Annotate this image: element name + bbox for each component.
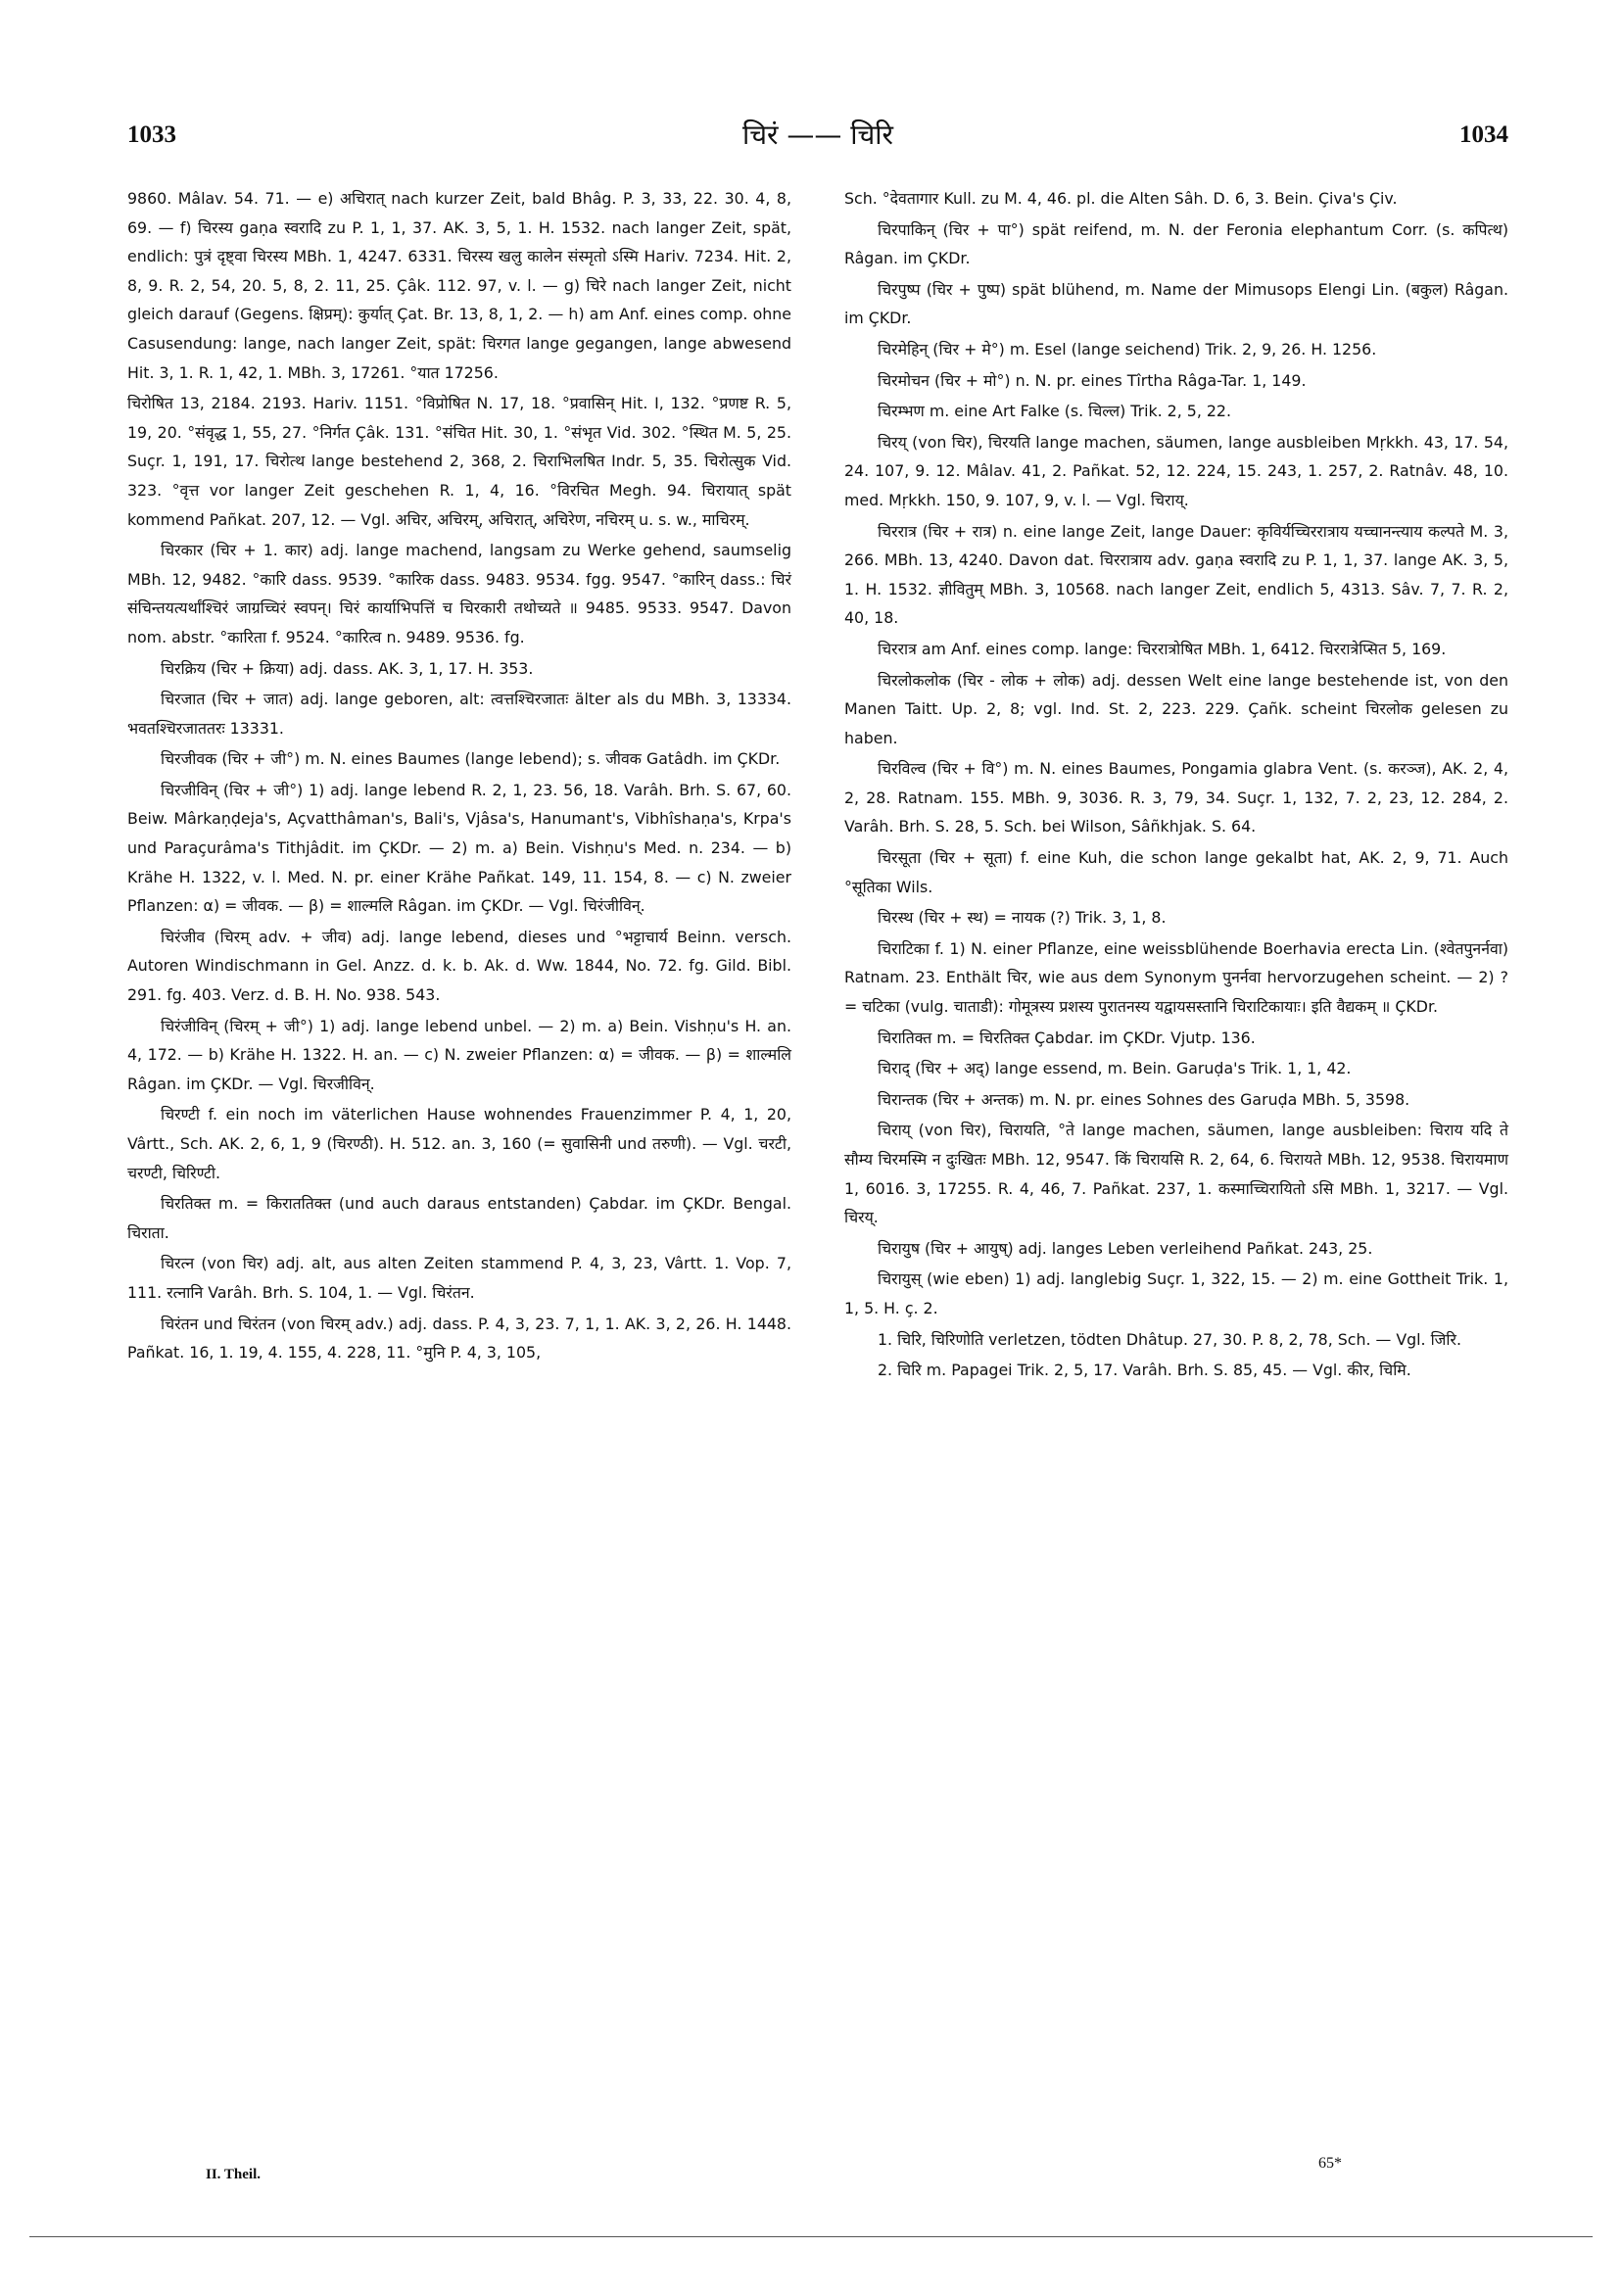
dictionary-entry: चिरोषित 13, 2184. 2193. Hariv. 1151. °विप्रोषित N. 17, 18. °प्रवासिन् Hit. I, 132. °प्रणष्ट R. 5, 19, 20. °संवृद्ध 1, 55, 27. °निर्गत Çâk. 131. °संचित Hit. 30, 1. °संभृत Vid. 302. °स्थित M. 5, 25. Suçr. 1, 191, 17. चिरोत्थ lange bestehend 2, 368, 2. चिराभिलषित Indr. 5, 35. चिरोत्सुक Vid. 323. °वृत्त vor langer Zeit geschehen R. 1, 4, 16. °विरचित Megh. 94. चिरायात् spät kommend Pañkat. 207, 12. — Vgl. अचिर, अचिरम्, अचिरात्, अचिरेण, नचिरम् u. s. w., माचिरम्. — [127, 394, 791, 529]
dictionary-entry: चिराय् (von चिर), चिरायति, °ते lange machen, säumen, lange ausbleiben: चिराय यदि ते सौम्य चिरमस्मि न दुःखितः MBh. 12, 9547. किं चिरायसि R. 2, 64, 6. चिरायते MBh. 12, 9538. चिरायमाण 1, 6016. 3, 17255. R. 4, 46, 7. Pañkat. 237, 1. कस्माच्चिरायितो ऽसि MBh. 1, 3217. — Vgl. चिरय्. — [844, 1121, 1508, 1227]
dictionary-entry: चिरसूता (चिर + सूता) f. eine Kuh, die schon lange gekalbt hat, AK. 2, 9, 71. Auch °सूतिका Wils. — [844, 848, 1508, 896]
dictionary-entry: चिरस्थ (चिर + स्थ) = नायक (?) Trik. 3, 1, 8. — [878, 908, 1167, 928]
dictionary-entry: चिररात्र (चिर + रात्र) n. eine lange Zeit, lange Dauer: कृविर्यच्चिररात्राय यच्चानन्त्याय कल्पते M. 3, 266. MBh. 13, 4240. Davon dat. चिररात्राय adv. gaṇa स्वरादि zu P. 1, 1, 37. lange AK. 3, 5, 1. H. 1532. ज्ञीवितुम् MBh. 3, 10568. nach langer Zeit, endlich 5, 4313. Sâv. 7, 7. R. 2, 40, 18. — [844, 521, 1508, 628]
volume-note: II. Theil. — [206, 2167, 261, 2182]
dictionary-entry: चिरायुष (चिर + आयुष्) adj. langes Leben verleihend Pañkat. 243, 25. — [878, 1238, 1373, 1258]
page-number-right: 1034 — [1459, 121, 1508, 148]
dictionary-entry: चिरपुष्प (चिर + पुष्प) spät blühend, m. Name der Mimusops Elengi Lin. (बकुल) Râgan. im ÇKDr. — [844, 279, 1508, 328]
dictionary-entry: 9860. Mâlav. 54. 71. — e) अचिरात् nach kurzer Zeit, bald Bhâg. P. 3, 33, 22. 30. 4, 8, 69. — f) चिरस्य gaṇa स्वरादि zu P. 1, 1, 37. AK. 3, 5, 1. H. 1532. nach langer Zeit, spät, endlich: पुत्रं दृष्ट्वा चिरस्य MBh. 1, 4247. 6331. चिरस्य खलु कालेन संस्मृतो ऽस्मि Hariv. 7234. Hit. 2, 8, 9. R. 2, 54, 20. 5, 8, 2. 11, 25. Çâk. 112. 97, v. l. — g) चिरे nach langer Zeit, nicht gleich darauf (Gegens. क्षिप्रम्): कुर्यात् Çat. Br. 13, 8, 1, 2. — h) am Anf. eines comp. ohne Casusendung: lange, nach langer Zeit, spät: चिरगत lange gegangen, lange abwesend Hit. 3, 1. R. 1, 42, 1. MBh. 3, 17261. °यात 17256. — [127, 189, 791, 382]
dictionary-entry: चिरविल्व (चिर + वि°) m. N. eines Baumes, Pongamia glabra Vent. (s. करञ्ज), AK. 2, 4, 2, 28. Ratnam. 155. MBh. 9, 3036. R. 3, 79, 34. Suçr. 1, 132, 7. 2, 23, 12. 284, 2. Varâh. Brh. S. 28, 5. Sch. bei Wilson, Sâñkhjak. S. 64. — [844, 759, 1508, 837]
dictionary-entry: चिराद् (चिर + अद्) lange essend, m. Bein. Garuḍa's Trik. 1, 1, 42. — [878, 1059, 1352, 1078]
dictionary-entry: चिरजात (चिर + जात) adj. lange geboren, alt: त्वत्तश्चिरजातः älter als du MBh. 3, 13334. भवतश्चिरजाततरः 13331. — [127, 690, 791, 738]
running-title: चिरं —— चिरि — [741, 119, 894, 151]
dictionary-entry: चिरंजीव (चिरम् adv. + जीव) adj. lange lebend, dieses und °भट्टाचार्य Beinn. versch. Autoren Windischmann in Gel. Anzz. d. k. b. Ak. d. Ww. 1844, No. 72. fg. Gild. Bibl. 291. fg. 403. Verz. d. B. H. No. 938. 543. — [127, 927, 791, 1005]
dictionary-entry: चिरम्भण m. eine Art Falke (s. चिल्ल) Trik. 2, 5, 22. — [878, 402, 1231, 421]
dictionary-entry: 1. चिरि, चिरिणोति verletzen, tödten Dhâtup. 27, 30. P. 8, 2, 78, Sch. — Vgl. जिरि. — [878, 1329, 1461, 1349]
dictionary-entry: चिरय् (von चिर), चिरयति lange machen, säumen, lange ausbleiben Mṛkkh. 43, 17. 54, 24. 107, 9. 12. Mâlav. 41, 2. Pañkat. 52, 12. 224, 15. 243, 1. 257, 2. Ratnâv. 48, 10. med. Mṛkkh. 150, 9. 107, 9, v. l. — Vgl. चिराय्. — [844, 432, 1508, 509]
dictionary-entry: चिराटिका f. 1) N. einer Pflanze, eine weissblühende Boerhavia erecta Lin. (श्वेतपुनर्नवा) Ratnam. 23. Enthält चिर, wie aus dem Synonym पुनर्नवा hervorzugehen scheint. — 2) ? = चटिका (vulg. चाताडी): गोमूत्रस्य प्रशस्य पुरातनस्य यद्वायसस्तानि चिराटिकायाः। इति वैद्यकम् ॥ ÇKDr. — [844, 938, 1508, 1017]
page-number-left: 1033 — [127, 121, 176, 148]
dictionary-entry: चिरण्टी f. ein noch im väterlichen Hause wohnendes Frauenzimmer P. 4, 1, 20, Vârtt., Sch. AK. 2, 6, 1, 9 (चिरण्ठी). H. 512. an. 3, 160 (= सुवासिनी und तरुणी). — Vgl. चरटी, चरण्टी, चिरिण्टी. — [127, 1105, 791, 1182]
dictionary-entry: चिरायुस् (wie eben) 1) adj. langlebig Suçr. 1, 322, 15. — 2) m. eine Gottheit Trik. 1, 1, 5. H. ç. 2. — [844, 1269, 1508, 1317]
dictionary-entry: चिररात्र am Anf. eines comp. lange: चिररात्रोषित MBh. 1, 6412. चिररात्रेप्सित 5, 169. — [878, 639, 1447, 658]
dictionary-entry: चिरमेहिन् (चिर + मे°) m. Esel (lange seichend) Trik. 2, 9, 26. H. 1256. — [878, 339, 1377, 359]
dictionary-entry: चिरजीवक (चिर + जी°) m. N. eines Baumes (lange lebend); s. जीवक Gatâdh. im ÇKDr. — [161, 749, 781, 769]
dictionary-entry: चिरतिक्त m. = किराततिक्त (und auch daraus entstanden) Çabdar. im ÇKDr. Bengal. चिराता. — [127, 1194, 791, 1242]
dictionary-entry: चिरलोकलोक (चिर - लोक + लोक) adj. dessen Welt eine lange bestehende ist, von den Manen Taitt. Up. 2, 8; vgl. Ind. St. 2, 223. 229. Çañk. scheint चिरलोक gelesen zu haben. — [844, 670, 1508, 747]
left-column — [127, 184, 791, 1369]
dictionary-entry: 2. चिरि m. Papagei Trik. 2, 5, 17. Varâh. Brh. S. 85, 45. — Vgl. कीर, चिमि. — [878, 1361, 1411, 1380]
dictionary-entry: चिरत्न (von चिर) adj. alt, aus alten Zeiten stammend P. 4, 3, 23, Vârtt. 1. Vop. 7, 111. रत्नानि Varâh. Brh. S. 104, 1. — Vgl. चिरंतन. — [127, 1254, 791, 1302]
dictionary-entry: चिरक्रिय (चिर + क्रिया) adj. dass. AK. 3, 1, 17. H. 353. — [161, 658, 534, 678]
page-header — [127, 116, 1508, 165]
signature-mark: 65* — [1318, 2155, 1342, 2172]
dictionary-entry: Sch. °देवतागार Kull. zu M. 4, 46. pl. die Alten Sâh. D. 6, 3. Bein. Çiva's Çiv. — [844, 189, 1398, 208]
dictionary-entry: चिरंतन und चिरंतन (von चिरम् adv.) adj. dass. P. 4, 3, 23. 7, 1, 1. AK. 3, 2, 26. H. 1448. Pañkat. 16, 1. 19, 4. 155, 4. 228, 11. °मुनि P. 4, 3, 105, — [127, 1314, 791, 1363]
bottom-divider — [29, 2236, 1593, 2237]
dictionary-entry: चिरपाकिन् (चिर + पा°) spät reifend, m. N. der Feronia elephantum Corr. (s. कपित्थ) Râgan. im ÇKDr. — [844, 219, 1508, 268]
dictionary-entry: चिरान्तक (चिर + अन्तक) m. N. pr. eines Sohnes des Garuḍa MBh. 5, 3598. — [878, 1089, 1410, 1109]
dictionary-entry: चिरमोचन (चिर + मो°) n. N. pr. eines Tîrtha Râga-Tar. 1, 149. — [878, 370, 1307, 390]
dictionary-entry: चिरकार (चिर + 1. कार) adj. lange machend, langsam zu Werke gehend, saumselig MBh. 12, 9482. °कारि dass. 9539. °कारिक dass. 9483. 9534. fgg. 9547. °कारिन् dass.: चिरं संचिन्तयत्यर्थांश्चिरं जाग्रच्चिरं स्वपन्। चिरं कार्याभिपत्तिं च चिरकारी तथोच्यते ॥ 9485. 9533. 9547. Davon nom. abstr. °कारिता f. 9524. °कारित्व n. 9489. 9536. fg. — [127, 541, 791, 646]
dictionary-entry: चिरातिक्त m. = चिरतिक्त Çabdar. im ÇKDr. Vjutp. 136. — [878, 1028, 1256, 1047]
right-column — [844, 184, 1508, 1387]
dictionary-entry: चिरजीविन् (चिर + जी°) 1) adj. lange lebend R. 2, 1, 23. 56, 18. Varâh. Brh. S. 67, 60. Beiw. Mârkaṇḍeja's, Açvatthâman's, Bali's, Vjâsa's, Hanumant's, Vibhîshaṇa's, Krpa's und Paraçurâma's Tithjâdit. im ÇKDr. — 2) m. a) Bein. Vishṇu's Med. n. 234. — b) Krähe H. 1322, v. l. Med. N. pr. einer Krähe Pañkat. 149, 11. 154, 8. — c) N. zweier Pflanzen: α) = जीवक. — β) = शाल्मलि Râgan. im ÇKDr. — Vgl. चिरंजीविन्. — [127, 780, 791, 916]
dictionary-entry: चिरंजीविन् (चिरम् + जी°) 1) adj. lange lebend unbel. — 2) m. a) Bein. Vishṇu's H. an. 4, 172. — b) Krähe H. 1322. H. an. — c) N. zweier Pflanzen: α) = जीवक. — β) = शाल्मलि Râgan. im ÇKDr. — Vgl. चिरजीविन्. — [127, 1016, 791, 1093]
